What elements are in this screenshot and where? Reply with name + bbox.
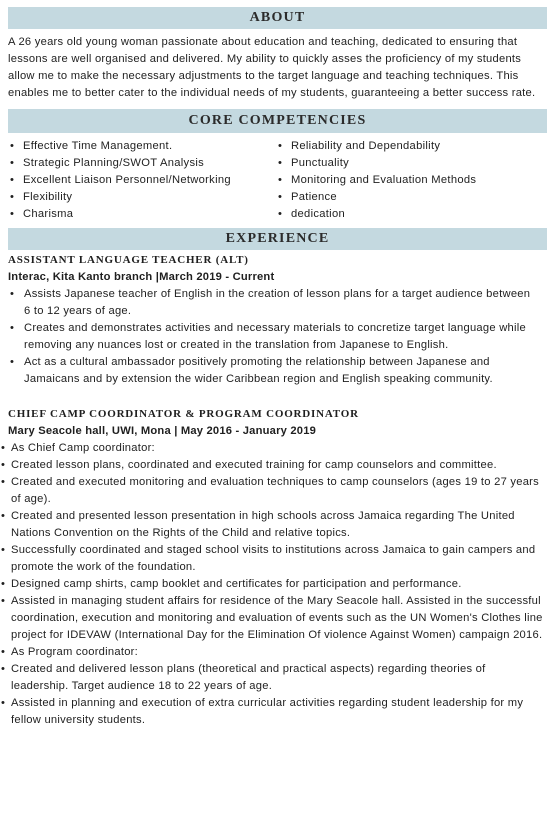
competency-item: • Reliability and Dependability bbox=[276, 138, 476, 155]
competency-item: • Patience bbox=[276, 189, 476, 206]
job-duty: • Created lesson plans, coordinated and executed training for camp counselors and committee. bbox=[0, 457, 543, 474]
competency-item: • Punctuality bbox=[276, 155, 476, 172]
competency-item: • Monitoring and Evaluation Methods bbox=[276, 172, 476, 189]
job-entry-camp-coordinator bbox=[0, 406, 551, 729]
resume-page bbox=[0, 7, 551, 837]
job-duty: • Assisted in managing student affairs for residence of the Mary Seacole hall. Assisted in the successful coordination, execution and monitoring and evaluation of events such as the UN Women's Clothes line project for IDEVAW (International Day for the Elimination Of violence Against Women) campaign 2016. bbox=[0, 593, 543, 644]
job-entry-alt bbox=[0, 252, 551, 388]
job-duty: • As Chief Camp coordinator: bbox=[0, 440, 543, 457]
job-duty: • Assisted in planning and execution of extra curricular activities regarding student leadership for my fellow university students. bbox=[0, 695, 543, 729]
job-duty: • Created and executed monitoring and evaluation techniques to camp counselors (ages 19 to 27 years of age). bbox=[0, 474, 543, 508]
competency-item: • dedication bbox=[276, 206, 476, 223]
job-duties-list bbox=[0, 440, 551, 729]
job-employer-dates: Interac, Kita Kanto branch |March 2019 - Current bbox=[8, 271, 275, 283]
competencies-right-column bbox=[276, 138, 476, 223]
competencies-list bbox=[8, 138, 543, 223]
job-duty: • Created and presented lesson presentation in high schools across Jamaica regarding The United Nations Convention on the Rights of the Child and relative topics. bbox=[0, 508, 543, 542]
job-duties-list bbox=[0, 286, 551, 388]
job-duty: • Successfully coordinated and staged school visits to institutions across Jamaica to gain campers and promote the work of the foundation. bbox=[0, 542, 543, 576]
experience-heading: EXPERIENCE bbox=[8, 228, 547, 250]
job-duty: • Act as a cultural ambassador positively promoting the relationship between Japanese and Jamaicans and by extension the wider Caribbean region and English speaking community. bbox=[0, 354, 539, 388]
job-duty: • Designed camp shirts, camp booklet and certificates for participation and performance. bbox=[0, 576, 543, 593]
job-duty: • Creates and demonstrates activities and necessary materials to concretize target language while removing any nuances lost or created in the translation from Japanese to English. bbox=[0, 320, 539, 354]
core-competencies-heading: CORE COMPETENCIES bbox=[8, 109, 547, 133]
about-text: A 26 years old young woman passionate about education and teaching, dedicated to ensuring that lessons are well organised and delivered. My ability to quickly asses the proficiency of my students allow me to make the necessary adjustments to the target language and teaching techniques. This enables me to better cater to the individual needs of my students, guaranteeing a better success rate. bbox=[8, 36, 536, 99]
about-heading: ABOUT bbox=[8, 7, 547, 29]
competency-item: • Strategic Planning/SWOT Analysis bbox=[8, 155, 276, 172]
job-title: ASSISTANT LANGUAGE TEACHER (ALT) bbox=[8, 254, 249, 266]
competency-item: • Charisma bbox=[8, 206, 276, 223]
job-duty: • As Program coordinator: bbox=[0, 644, 543, 661]
competency-item: • Effective Time Management. bbox=[8, 138, 276, 155]
competency-item: • Excellent Liaison Personnel/Networking bbox=[8, 172, 276, 189]
job-employer-dates: Mary Seacole hall, UWI, Mona | May 2016 - January 2019 bbox=[8, 425, 317, 437]
job-duty: • Assists Japanese teacher of English in the creation of lesson plans for a target audience between 6 to 12 years of age. bbox=[0, 286, 539, 320]
job-duty: • Created and delivered lesson plans (theoretical and practical aspects) regarding theories of leadership. Target audience 18 to 22 years of age. bbox=[0, 661, 543, 695]
competency-item: • Flexibility bbox=[8, 189, 276, 206]
job-title: CHIEF CAMP COORDINATOR & PROGRAM COORDINATOR bbox=[8, 408, 359, 420]
competencies-left-column bbox=[8, 138, 276, 223]
